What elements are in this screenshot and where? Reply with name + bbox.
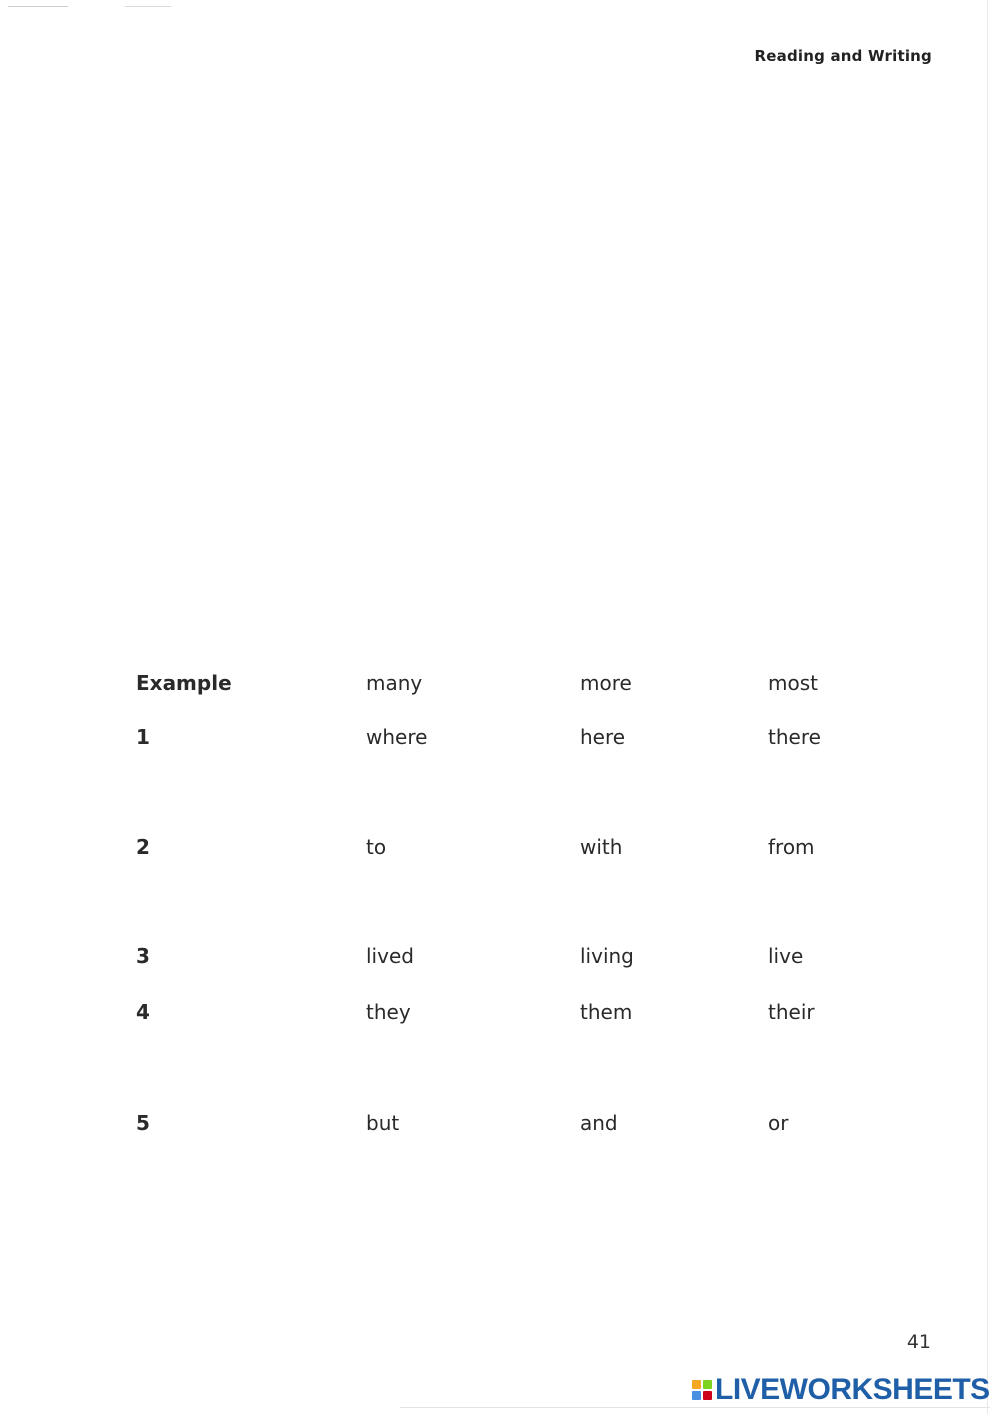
question-row [136,998,896,1038]
choice-option[interactable]: lived [366,944,414,968]
choice-option[interactable]: more [580,671,632,695]
choice-option[interactable]: but [366,1111,400,1135]
options-table [136,0,896,1414]
choice-option[interactable]: with [580,835,623,859]
question-row [136,1109,896,1149]
row-label: Example [136,671,232,695]
choice-option[interactable]: living [580,944,634,968]
row-label: 4 [136,1000,150,1024]
brand-name: LIVEWORKSHEETS [715,1373,990,1406]
question-row [136,833,896,873]
row-label: 3 [136,944,150,968]
choice-option[interactable]: from [768,835,815,859]
example-row [136,669,896,709]
choice-option[interactable]: there [768,725,821,749]
choice-option[interactable]: most [768,671,818,695]
choice-option[interactable]: live [768,944,804,968]
choice-option[interactable]: where [366,725,428,749]
page-edge [987,0,988,1414]
section-title: Reading and Writing [754,47,932,65]
row-label: 5 [136,1111,150,1135]
liveworksheets-watermark [692,1375,990,1405]
row-label: 1 [136,725,150,749]
page-number: 41 [906,1331,931,1353]
choice-option[interactable]: their [768,1000,815,1024]
choice-option[interactable]: or [768,1111,789,1135]
choice-option[interactable]: they [366,1000,411,1024]
choice-option[interactable]: many [366,671,423,695]
choice-option[interactable]: here [580,725,626,749]
choice-option[interactable]: them [580,1000,633,1024]
scan-mark [8,6,68,7]
row-label: 2 [136,835,150,859]
choice-option[interactable]: and [580,1111,618,1135]
question-row [136,723,896,763]
question-row [136,942,896,982]
choice-option[interactable]: to [366,835,387,859]
liveworksheets-logo-icon [692,1380,712,1400]
